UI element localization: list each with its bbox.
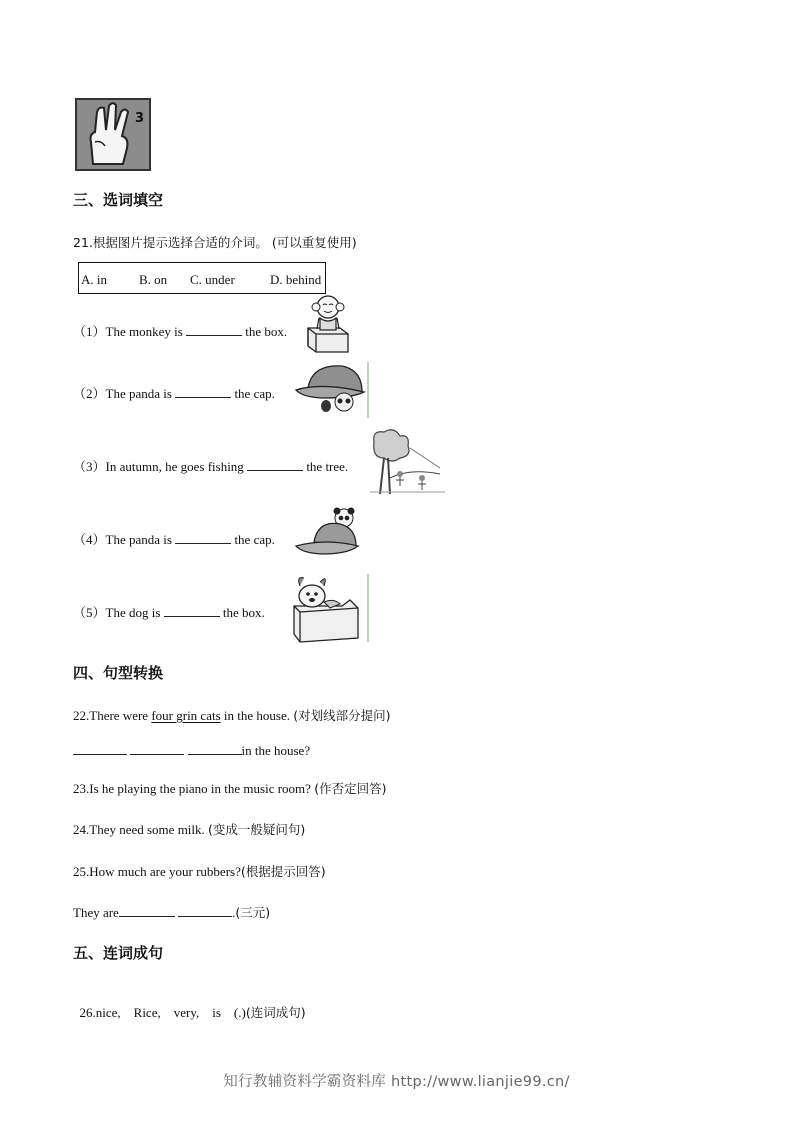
item-number: （4） — [73, 532, 106, 547]
q21-item-5 — [73, 602, 265, 621]
panda-on-cap-image — [292, 506, 362, 564]
item-number: （1） — [73, 324, 106, 339]
item-number: （5） — [73, 605, 106, 620]
q23 — [73, 779, 386, 797]
q22-text-after: in the house. — [220, 708, 294, 723]
q25-instruction: (根据提示回答) — [240, 864, 326, 879]
answer-blank[interactable] — [164, 604, 220, 617]
item-text-before: The monkey is — [105, 324, 183, 339]
monkey-on-box-image — [302, 294, 352, 356]
q21-prompt — [73, 233, 357, 251]
footer-watermark: 知行教辅资料学霸资料库 http://www.lianjie99.cn/ — [223, 1074, 570, 1090]
answer-blank[interactable] — [247, 458, 303, 471]
q22 — [73, 706, 390, 724]
q25-hint: (三元) — [235, 905, 271, 920]
q25-answer-start: They are — [73, 905, 119, 920]
fishing-under-tree-image — [370, 428, 445, 496]
q22-text-before: 22.There were — [73, 708, 152, 723]
q24-instruction: (变成一般疑问句) — [208, 822, 306, 837]
q25-answer-end: . — [232, 905, 236, 920]
q25-answer-line — [73, 903, 270, 921]
q25-text: 25.How much are your rubbers? — [73, 864, 241, 879]
q24-text: 24.They need some milk. — [73, 822, 209, 837]
hand-three-logo — [75, 98, 151, 171]
option-c: C. under — [190, 272, 235, 287]
option-b: B. on — [139, 272, 168, 287]
q21-item-3 — [73, 456, 348, 475]
answer-blank[interactable] — [73, 742, 127, 755]
item-number: （2） — [73, 386, 106, 401]
item-text-after: the cap. — [234, 532, 275, 547]
q26-words: 26.nice, Rice, very, is (.) — [79, 1005, 246, 1020]
section-3-heading: 三、选词填空 — [73, 191, 164, 209]
q22-answer-tail: in the house? — [241, 743, 311, 758]
option-d: D. behind — [270, 272, 322, 287]
answer-blank[interactable] — [119, 904, 175, 917]
q23-instruction: (作否定回答) — [314, 781, 387, 796]
section-4-heading: 四、句型转换 — [73, 664, 164, 682]
dog-in-box-image — [290, 572, 370, 644]
answer-blank[interactable] — [186, 323, 242, 336]
q26 — [73, 987, 306, 1021]
options-box — [78, 262, 326, 294]
q22-answer-line — [73, 742, 310, 759]
q26-instruction: (连词成句) — [245, 1005, 306, 1020]
q21-item-4 — [73, 529, 275, 548]
item-number: （3） — [73, 459, 106, 474]
item-text-before: The panda is — [105, 532, 172, 547]
section-5-heading: 五、连词成句 — [73, 944, 164, 962]
q23-text: 23.Is he playing the piano in the music room? — [73, 781, 315, 796]
item-text-after: the tree. — [306, 459, 349, 474]
answer-blank[interactable] — [178, 904, 232, 917]
answer-blank[interactable] — [175, 385, 231, 398]
option-a: A. in — [81, 272, 107, 287]
q22-instruction: (对划线部分提问) — [293, 708, 391, 723]
item-text-after: the box. — [222, 605, 265, 620]
q24 — [73, 820, 305, 838]
logo-number: 3 — [135, 111, 145, 126]
q21-prompt-text: 21.根据图片提示选择合适的介词。 (可以重复使用) — [73, 235, 357, 250]
q21-item-1 — [73, 321, 287, 340]
answer-blank[interactable] — [130, 742, 184, 755]
q25 — [73, 862, 326, 880]
item-text-before: The panda is — [105, 386, 172, 401]
panda-under-cap-image — [292, 360, 370, 420]
item-text-after: the cap. — [234, 386, 275, 401]
item-text-before: In autumn, he goes fishing — [105, 459, 244, 474]
q21-item-2 — [73, 383, 275, 402]
answer-blank[interactable] — [188, 742, 242, 755]
item-text-after: the box. — [245, 324, 288, 339]
q22-underlined-phrase: four grin cats — [151, 708, 221, 723]
item-text-before: The dog is — [105, 605, 161, 620]
answer-blank[interactable] — [175, 531, 231, 544]
